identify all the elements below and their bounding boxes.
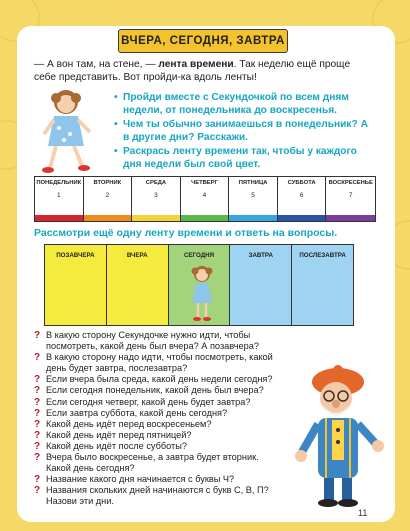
day-number: 1 [56,192,61,199]
timeline-cell [169,245,231,325]
day-cell[interactable] [181,177,230,221]
girl-illustration [34,84,100,174]
day-color-strip [278,215,326,221]
question-mark-icon: ? [34,385,41,397]
week-timeline-table [34,176,376,222]
question-item [34,452,284,474]
page-number: 11 [358,508,368,518]
day-cell[interactable] [326,177,375,221]
day-number: 5 [251,192,255,199]
task-item: • Чем ты обычно занимаешься в понедельник? А в другие дни? Расскажи. [114,119,376,144]
timeline-cell [292,245,353,325]
question-text: Если сегодня четверг, какой день будет завтра? [46,396,251,407]
question-text: Вчера было воскресенье, а завтра будет вторник. Какой день сегодня? [46,452,259,474]
question-item [34,374,284,385]
day-number: 4 [202,192,207,199]
question-mark-icon: ? [34,374,41,386]
day-name: СРЕДА [145,180,167,186]
question-item [34,474,284,485]
day-color-strip [35,215,83,221]
day-name: ПЯТНИЦА [238,180,268,186]
page-title: ВЧЕРА, СЕГОДНЯ, ЗАВТРА [118,29,288,53]
task2-heading: Рассмотри ещё одну ленту времени и ответь на вопросы. [34,227,338,239]
day-color-strip [181,215,229,221]
task-item: • Раскрась ленту времени так, чтобы у каждого дня недели был свой цвет. [114,146,376,171]
question-item [34,441,284,452]
question-mark-icon: ? [34,440,41,452]
day-cell[interactable] [132,177,181,221]
day-name: ВТОРНИК [93,180,122,186]
question-mark-icon: ? [34,352,41,364]
yesterday-today-tomorrow-timeline [44,244,354,326]
day-color-strip [132,215,180,221]
intro-after: . Так неделю ещё проще себе представить. Вот пройди-ка вдоль ленты! [34,59,351,83]
intro-before: — А вон там, на стене, — [34,59,156,70]
day-cell[interactable] [278,177,327,221]
question-mark-icon: ? [34,474,41,486]
question-mark-icon: ? [34,429,41,441]
timeline-label: ПОСЛЕЗАВТРА [299,252,346,259]
question-text: Какой день идёт после субботы? [46,440,187,451]
timeline-label: ЗАВТРА [248,252,273,259]
question-text: Названия скольких дней начинаются с букв С, В, П? Назови эти дни. [46,485,269,507]
question-item [34,419,284,430]
timeline-cell [107,245,169,325]
task-list [114,92,376,173]
question-text: Если завтра суббота, какой день сегодня? [46,407,228,418]
day-number: 2 [105,192,110,199]
day-color-strip [229,215,277,221]
question-text: В какую сторону Секундочке нужно идти, чтобы посмотреть, какой день был вчера? А позавчера? [46,330,259,352]
question-item [34,485,284,507]
day-cell[interactable] [35,177,84,221]
day-number: 6 [299,192,304,199]
day-color-strip [84,215,132,221]
question-text: В какую сторону надо идти, чтобы посмотреть, какой день будет завтра, послезавтра? [46,352,273,374]
timeline-cell [230,245,292,325]
grandpa-illustration [288,360,388,510]
question-item [34,385,284,396]
day-color-strip [326,215,375,221]
day-name: СУББОТА [287,180,316,186]
day-name: ЧЕТВЕРГ [191,180,218,186]
task-item: • Пройди вместе с Секундочкой по всем дням недели, от понедельника до воскресенья. [114,92,376,117]
question-text: Если сегодня понедельник, какой день был вчера? [46,385,264,396]
question-item [34,330,284,352]
question-mark-icon: ? [34,396,41,408]
day-name: ВОСКРЕСЕНЬЕ [328,180,373,186]
timeline-label: ПОЗАВЧЕРА [56,252,95,259]
intro-bold: лента времени [158,59,234,70]
question-item [34,397,284,408]
question-mark-icon: ? [34,330,41,341]
question-item [34,352,284,374]
intro-paragraph [34,58,374,84]
girl-small-illustration [187,263,217,321]
question-mark-icon: ? [34,418,41,430]
question-text: Название какого дня начинается с буквы Ч? [46,474,235,485]
question-mark-icon: ? [34,407,41,419]
day-cell[interactable] [229,177,278,221]
question-text: Какой день идёт перед пятницей? [46,429,192,440]
question-mark-icon: ? [34,452,41,464]
question-list [34,330,284,508]
timeline-cell [45,245,107,325]
day-number: 7 [348,192,353,199]
timeline-label: СЕГОДНЯ [183,252,215,259]
day-cell[interactable] [84,177,133,221]
question-mark-icon: ? [34,485,41,497]
timeline-label: ВЧЕРА [126,252,148,259]
question-item [34,430,284,441]
question-item [34,408,284,419]
question-text: Если вчера была среда, какой день недели сегодня? [46,374,273,385]
day-number: 3 [154,192,158,199]
question-text: Какой день идёт перед воскресеньем? [46,418,212,429]
day-name: ПОНЕДЕЛЬНИК [36,180,82,186]
